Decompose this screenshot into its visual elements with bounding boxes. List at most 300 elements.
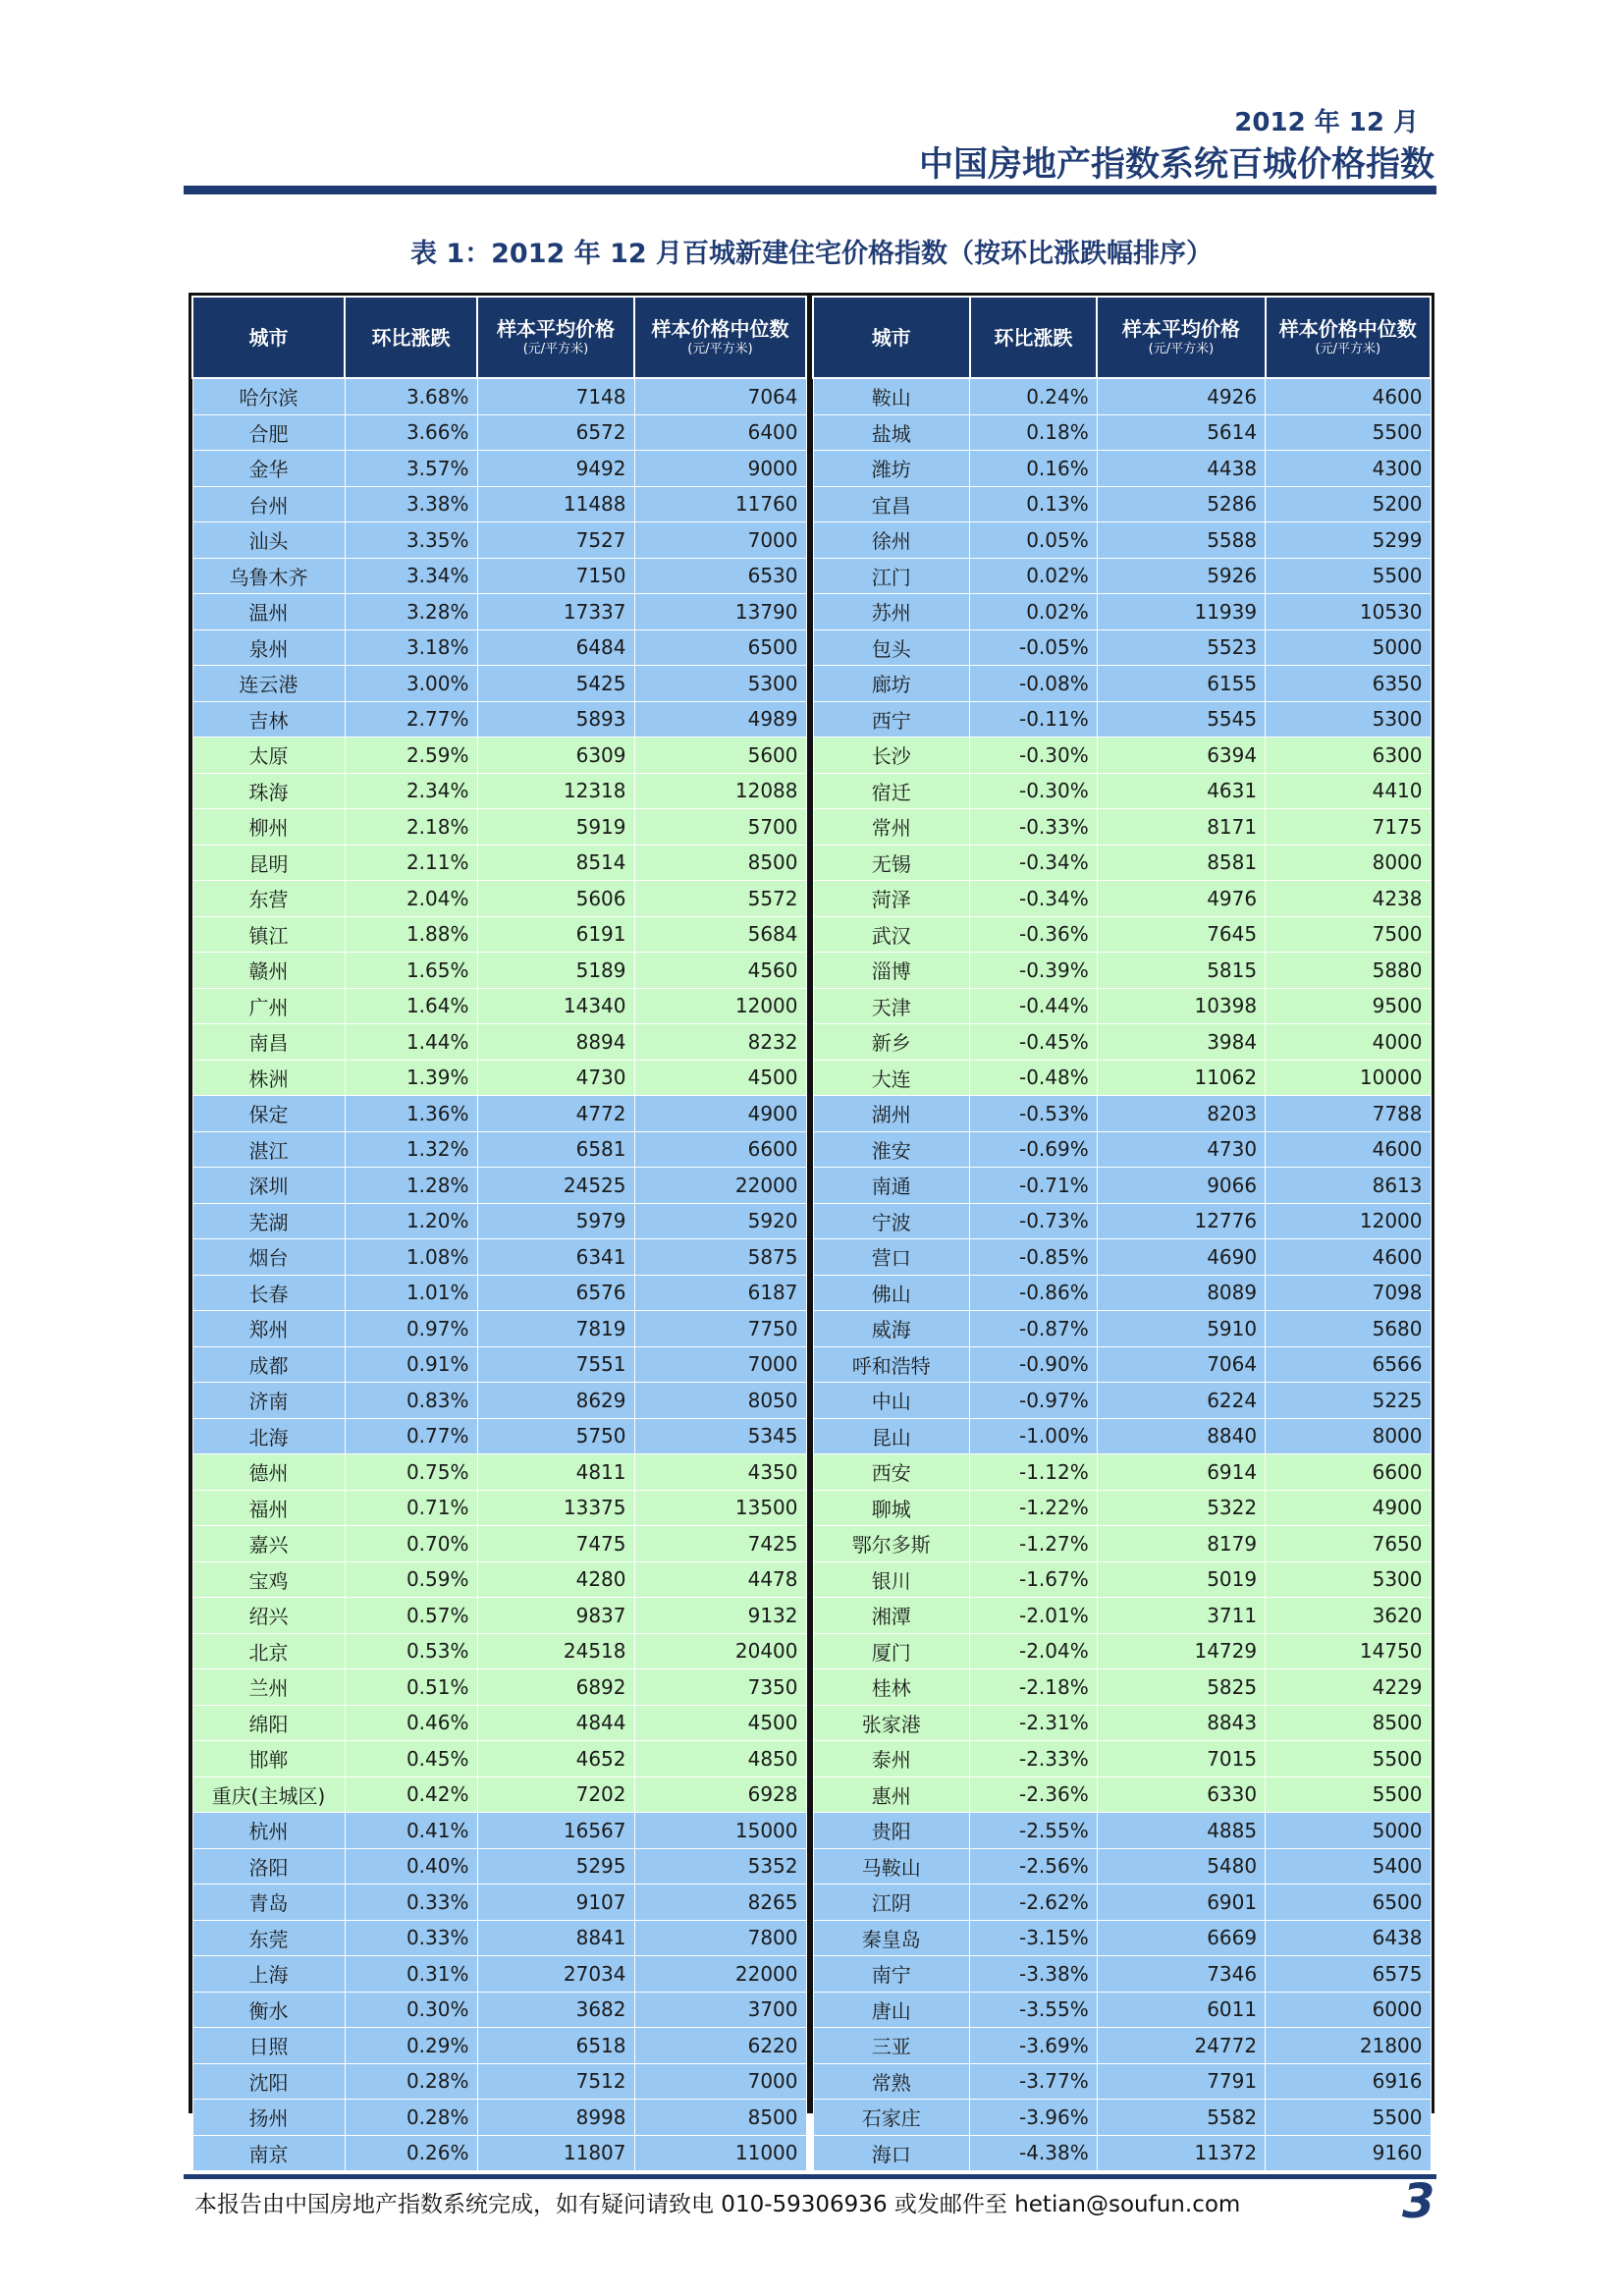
cell-avg: 5606 [477,881,634,917]
table-row [192,953,806,989]
cell-mom: 0.83% [345,1383,477,1419]
report-date: 2012 年 12 月 [1234,108,1419,137]
cell-mom: 2.77% [345,701,477,738]
cell-median: 6400 [634,414,806,451]
cell-city: 淮安 [813,1131,970,1168]
cell-median: 4350 [634,1454,806,1491]
cell-city: 新乡 [813,1024,970,1061]
cell-avg: 5825 [1097,1669,1265,1706]
table-row [813,1598,1431,1634]
cell-mom: 0.33% [345,1885,477,1921]
cell-avg: 4811 [477,1454,634,1491]
cell-avg: 7512 [477,2063,634,2100]
cell-mom: 1.39% [345,1060,477,1096]
cell-city: 温州 [192,594,345,630]
cell-median: 10000 [1266,1060,1431,1096]
cell-avg: 7148 [477,378,634,414]
table-row [192,916,806,953]
cell-avg: 4844 [477,1705,634,1741]
table-row [813,414,1431,451]
cell-city: 菏泽 [813,881,970,917]
cell-city: 江阴 [813,1885,970,1921]
cell-median: 8500 [1266,1705,1431,1741]
cell-city: 张家港 [813,1705,970,1741]
cell-median: 5500 [1266,1777,1431,1813]
cell-median: 6566 [1266,1346,1431,1383]
cell-city: 嘉兴 [192,1526,345,1562]
cell-avg: 10398 [1097,988,1265,1024]
cell-avg: 6191 [477,916,634,953]
cell-mom: 0.46% [345,1705,477,1741]
table-row [813,666,1431,702]
cell-median: 7800 [634,1920,806,1956]
cell-city: 南宁 [813,1956,970,1993]
cell-median: 4500 [634,1060,806,1096]
cell-avg: 5480 [1097,1848,1265,1885]
cell-median: 7175 [1266,809,1431,846]
cell-mom: -1.00% [970,1418,1098,1454]
cell-city: 乌鲁木齐 [192,558,345,594]
cell-median: 12088 [634,773,806,809]
cell-median: 5000 [1266,629,1431,666]
table-row [813,738,1431,774]
table-row [192,1096,806,1132]
report-title: 中国房地产指数系统百城价格指数 [918,145,1434,185]
right-table-body [813,378,1431,2171]
cell-mom: 0.45% [345,1741,477,1777]
cell-avg: 8998 [477,2100,634,2136]
cell-median: 4300 [1266,451,1431,487]
cell-median: 4850 [634,1741,806,1777]
cell-mom: -2.04% [970,1633,1098,1669]
cell-city: 包头 [813,629,970,666]
cell-median: 3620 [1266,1598,1431,1634]
table-row [813,522,1431,559]
table-row [813,1920,1431,1956]
table-row [192,1490,806,1526]
cell-city: 保定 [192,1096,345,1132]
cell-mom: 0.33% [345,1920,477,1956]
cell-mom: 2.34% [345,773,477,809]
cell-mom: 1.28% [345,1168,477,1204]
cell-city: 宜昌 [813,486,970,522]
cell-avg: 4772 [477,1096,634,1132]
cell-city: 南京 [192,2135,345,2171]
cell-city: 常熟 [813,2063,970,2100]
cell-city: 南通 [813,1168,970,1204]
cell-city: 德州 [192,1454,345,1491]
cell-avg: 6011 [1097,1992,1265,2028]
cell-median: 13790 [634,594,806,630]
cell-median: 8000 [1266,845,1431,881]
cell-mom: -0.34% [970,845,1098,881]
cell-median: 7788 [1266,1096,1431,1132]
cell-median: 5500 [1266,414,1431,451]
cell-mom: -0.08% [970,666,1098,702]
cell-median: 4989 [634,701,806,738]
cell-city: 泉州 [192,629,345,666]
table-row [813,1060,1431,1096]
cell-city: 重庆(主城区) [192,1777,345,1813]
cell-city: 鄂尔多斯 [813,1526,970,1562]
cell-median: 7064 [634,378,806,414]
table-row [192,988,806,1024]
cell-avg: 6155 [1097,666,1265,702]
cell-median: 4600 [1266,1239,1431,1276]
cell-mom: -2.36% [970,1777,1098,1813]
cell-mom: -0.73% [970,1203,1098,1239]
cell-median: 5200 [1266,486,1431,522]
table-row [813,881,1431,917]
cell-mom: -0.87% [970,1311,1098,1347]
cell-city: 湖州 [813,1096,970,1132]
cell-avg: 8894 [477,1024,634,1061]
cell-city: 湘潭 [813,1598,970,1634]
cell-city: 桂林 [813,1669,970,1706]
cell-median: 7350 [634,1669,806,1706]
cell-city: 合肥 [192,414,345,451]
cell-mom: 1.08% [345,1239,477,1276]
cell-median: 4238 [1266,881,1431,917]
cell-median: 9132 [634,1598,806,1634]
left-table [191,296,807,2171]
table-row [813,1669,1431,1706]
cell-median: 4410 [1266,773,1431,809]
cell-city: 济南 [192,1383,345,1419]
cell-median: 14750 [1266,1633,1431,1669]
cell-avg: 5919 [477,809,634,846]
cell-median: 6220 [634,2028,806,2064]
cell-city: 宁波 [813,1203,970,1239]
cell-city: 郑州 [192,1311,345,1347]
cell-avg: 8840 [1097,1418,1265,1454]
cell-avg: 8629 [477,1383,634,1419]
cell-city: 大连 [813,1060,970,1096]
table-row [813,594,1431,630]
table-row [813,1848,1431,1885]
cell-median: 10530 [1266,594,1431,630]
cell-avg: 16567 [477,1813,634,1849]
cell-city: 太原 [192,738,345,774]
cell-city: 赣州 [192,953,345,989]
cell-avg: 7819 [477,1311,634,1347]
cell-median: 5345 [634,1418,806,1454]
table-row [192,1383,806,1419]
cell-median: 5225 [1266,1383,1431,1419]
cell-median: 7000 [634,1346,806,1383]
cell-avg: 9492 [477,451,634,487]
cell-mom: 1.01% [345,1275,477,1311]
table-row [813,486,1431,522]
table-row [813,1418,1431,1454]
cell-median: 5300 [634,666,806,702]
table-row [192,1060,806,1096]
cell-mom: 0.42% [345,1777,477,1813]
table-row [192,1777,806,1813]
cell-mom: 0.24% [970,378,1098,414]
cell-median: 8613 [1266,1168,1431,1204]
cell-mom: 0.91% [345,1346,477,1383]
cell-avg: 5582 [1097,2100,1265,2136]
cell-mom: -1.12% [970,1454,1098,1491]
cell-median: 6530 [634,558,806,594]
cell-median: 4900 [1266,1490,1431,1526]
table-row [813,701,1431,738]
cell-mom: 3.28% [345,594,477,630]
table-row [192,1633,806,1669]
cell-median: 4900 [634,1096,806,1132]
cell-median: 6575 [1266,1956,1431,1993]
cell-mom: -0.45% [970,1024,1098,1061]
cell-mom: 0.28% [345,2100,477,2136]
cell-avg: 8089 [1097,1275,1265,1311]
cell-avg: 8841 [477,1920,634,1956]
cell-avg: 5588 [1097,522,1265,559]
cell-median: 6300 [1266,738,1431,774]
cell-median: 4000 [1266,1024,1431,1061]
cell-median: 6600 [1266,1454,1431,1491]
cell-median: 7425 [634,1526,806,1562]
table-row [192,1131,806,1168]
table-row [813,1131,1431,1168]
cell-city: 海口 [813,2135,970,2171]
cell-city: 日照 [192,2028,345,2064]
cell-mom: 1.65% [345,953,477,989]
table-row [813,558,1431,594]
cell-median: 7000 [634,522,806,559]
table-left-half [191,296,807,2171]
table-row [813,1203,1431,1239]
cell-mom: -0.85% [970,1239,1098,1276]
cell-mom: 0.02% [970,594,1098,630]
cell-mom: -2.62% [970,1885,1098,1921]
cell-avg: 5750 [477,1418,634,1454]
cell-median: 7000 [634,2063,806,2100]
cell-avg: 5189 [477,953,634,989]
cell-mom: -0.86% [970,1275,1098,1311]
table-row [192,1561,806,1598]
table-row [192,414,806,451]
cell-mom: 0.28% [345,2063,477,2100]
table-row [813,1956,1431,1993]
cell-city: 哈尔滨 [192,378,345,414]
cell-avg: 6224 [1097,1383,1265,1419]
cell-mom: 0.29% [345,2028,477,2064]
cell-avg: 7346 [1097,1956,1265,1993]
cell-city: 沈阳 [192,2063,345,2100]
cell-median: 5300 [1266,701,1431,738]
table-row [813,451,1431,487]
table-row [813,953,1431,989]
cell-median: 6500 [634,629,806,666]
cell-avg: 6394 [1097,738,1265,774]
cell-avg: 8514 [477,845,634,881]
cell-mom: 0.77% [345,1418,477,1454]
table-row [813,1275,1431,1311]
cell-avg: 5815 [1097,953,1265,989]
cell-avg: 4652 [477,1741,634,1777]
cell-city: 绵阳 [192,1705,345,1741]
cell-city: 贵阳 [813,1813,970,1849]
cell-city: 金华 [192,451,345,487]
left-table-body [192,378,806,2171]
cell-median: 5880 [1266,953,1431,989]
cell-city: 廊坊 [813,666,970,702]
cell-mom: 1.32% [345,1131,477,1168]
table-row [813,1490,1431,1526]
cell-mom: -0.11% [970,701,1098,738]
cell-avg: 6914 [1097,1454,1265,1491]
cell-city: 台州 [192,486,345,522]
cell-mom: -0.34% [970,881,1098,917]
cell-city: 厦门 [813,1633,970,1669]
cell-median: 5500 [1266,1741,1431,1777]
cell-mom: 3.35% [345,522,477,559]
cell-median: 8500 [634,845,806,881]
cell-mom: 0.13% [970,486,1098,522]
table-caption: 表 1：2012 年 12 月百城新建住宅价格指数（按环比涨跌幅排序） [409,239,1214,269]
cell-avg: 11062 [1097,1060,1265,1096]
cell-city: 泰州 [813,1741,970,1777]
cell-mom: 0.02% [970,558,1098,594]
cell-city: 营口 [813,1239,970,1276]
table-row [192,1526,806,1562]
table-row [192,1346,806,1383]
table-row [813,988,1431,1024]
cell-avg: 14340 [477,988,634,1024]
table-row [813,1526,1431,1562]
cell-avg: 5019 [1097,1561,1265,1598]
cell-mom: 0.26% [345,2135,477,2171]
table-row [192,378,806,414]
table-header-row [192,297,806,378]
table-row [192,2135,806,2171]
cell-mom: -0.90% [970,1346,1098,1383]
cell-avg: 5545 [1097,701,1265,738]
cell-city: 东莞 [192,1920,345,1956]
cell-mom: 1.44% [345,1024,477,1061]
cell-median: 5920 [634,1203,806,1239]
cell-avg: 4280 [477,1561,634,1598]
table-row [813,1741,1431,1777]
cell-mom: -0.33% [970,809,1098,846]
cell-avg: 8179 [1097,1526,1265,1562]
cell-city: 天津 [813,988,970,1024]
cell-avg: 3682 [477,1992,634,2028]
cell-city: 北京 [192,1633,345,1669]
cell-mom: 0.59% [345,1561,477,1598]
table-row [813,1992,1431,2028]
cell-median: 5000 [1266,1813,1431,1849]
cell-city: 长沙 [813,738,970,774]
table-row [813,1777,1431,1813]
cell-mom: 2.11% [345,845,477,881]
cell-city: 芜湖 [192,1203,345,1239]
cell-avg: 7064 [1097,1346,1265,1383]
table-row [192,1275,806,1311]
cell-mom: -1.27% [970,1526,1098,1562]
cell-mom: -0.39% [970,953,1098,989]
cell-median: 5572 [634,881,806,917]
cell-city: 昆明 [192,845,345,881]
cell-mom: 3.57% [345,451,477,487]
cell-median: 5500 [1266,2100,1431,2136]
cell-median: 12000 [634,988,806,1024]
cell-median: 21800 [1266,2028,1431,2064]
cell-median: 12000 [1266,1203,1431,1239]
table-row [192,1848,806,1885]
cell-median: 5600 [634,738,806,774]
cell-city: 柳州 [192,809,345,846]
cell-avg: 5614 [1097,414,1265,451]
table-row [192,2063,806,2100]
table-row [192,451,806,487]
cell-city: 西宁 [813,701,970,738]
table-row [813,1096,1431,1132]
table-row [192,1598,806,1634]
table-row [192,2028,806,2064]
cell-avg: 7551 [477,1346,634,1383]
cell-mom: 0.57% [345,1598,477,1634]
cell-mom: -0.30% [970,738,1098,774]
table-row [813,2028,1431,2064]
cell-city: 烟台 [192,1239,345,1276]
cell-avg: 4631 [1097,773,1265,809]
cell-city: 珠海 [192,773,345,809]
cell-avg: 3711 [1097,1598,1265,1634]
cell-city: 威海 [813,1311,970,1347]
table-row [813,1885,1431,1921]
cell-mom: -1.22% [970,1490,1098,1526]
cell-mom: 3.38% [345,486,477,522]
table-row [813,916,1431,953]
cell-mom: 0.53% [345,1633,477,1669]
cell-avg: 11372 [1097,2135,1265,2171]
table-row [192,738,806,774]
cell-median: 9160 [1266,2135,1431,2171]
cell-city: 株洲 [192,1060,345,1096]
cell-mom: 0.31% [345,1956,477,1993]
col-header-mom: 环比涨跌 [970,297,1098,378]
cell-city: 广州 [192,988,345,1024]
cell-mom: 0.51% [345,1669,477,1706]
cell-mom: 3.00% [345,666,477,702]
cell-avg: 4976 [1097,881,1265,917]
cell-city: 宿迁 [813,773,970,809]
cell-avg: 6901 [1097,1885,1265,1921]
cell-median: 7750 [634,1311,806,1347]
cell-avg: 11807 [477,2135,634,2171]
table-row [813,1813,1431,1849]
cell-median: 5680 [1266,1311,1431,1347]
cell-city: 东营 [192,881,345,917]
table-row [192,522,806,559]
cell-median: 20400 [634,1633,806,1669]
cell-median: 22000 [634,1956,806,1993]
cell-avg: 4690 [1097,1239,1265,1276]
table-row [192,1885,806,1921]
cell-mom: -3.69% [970,2028,1098,2064]
cell-median: 5684 [634,916,806,953]
table-row [192,1418,806,1454]
cell-avg: 12776 [1097,1203,1265,1239]
table-header-row [813,297,1431,378]
table-row [813,1239,1431,1276]
table-row [813,1633,1431,1669]
col-header-median: 样本价格中位数 (元/平方米) [1266,297,1431,378]
cell-avg: 6484 [477,629,634,666]
cell-avg: 6576 [477,1275,634,1311]
